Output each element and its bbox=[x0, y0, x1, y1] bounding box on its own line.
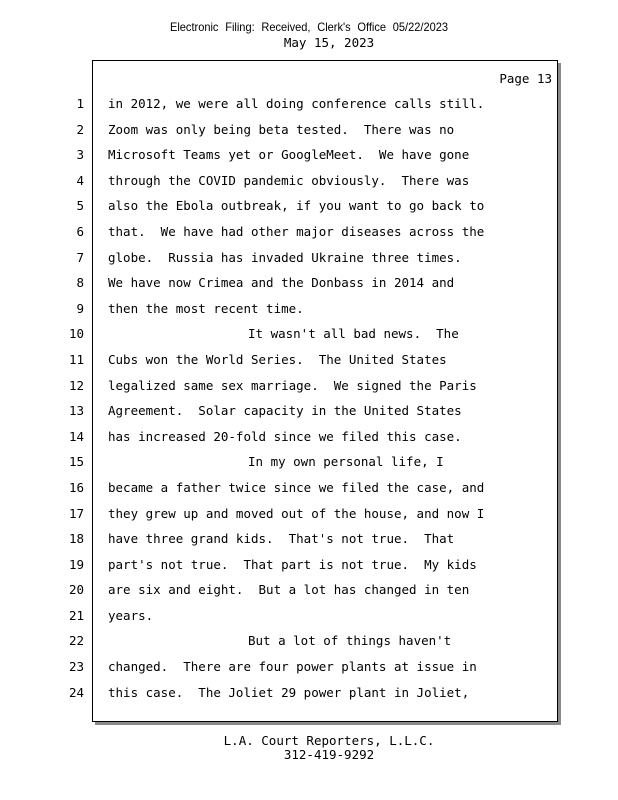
line-number: 12 bbox=[68, 377, 84, 393]
line-text: globe. Russia has invaded Ukraine three times. bbox=[108, 249, 462, 265]
transcript-line bbox=[0, 449, 618, 475]
line-text: part's not true. That part is not true. My kids bbox=[108, 556, 477, 572]
line-number: 8 bbox=[76, 275, 84, 291]
transcript-line bbox=[0, 117, 618, 143]
transcript-line bbox=[0, 219, 618, 245]
transcript-line bbox=[0, 475, 618, 501]
line-number: 6 bbox=[76, 223, 84, 239]
line-text: that. We have had other major diseases across the bbox=[108, 223, 485, 239]
line-text: But a lot of things haven't bbox=[248, 633, 452, 649]
transcript-line bbox=[0, 142, 618, 168]
line-number: 14 bbox=[68, 428, 84, 444]
line-text: has increased 20-fold since we filed this case. bbox=[108, 428, 462, 444]
line-number: 2 bbox=[76, 121, 84, 137]
line-number: 24 bbox=[68, 684, 84, 700]
transcript-line bbox=[0, 398, 618, 424]
transcript-line bbox=[0, 91, 618, 117]
filing-stamp: Electronic Filing: Received, Clerk's Office 05/22/2023 bbox=[169, 20, 449, 34]
transcript-line bbox=[0, 321, 618, 347]
line-number: 20 bbox=[68, 582, 84, 598]
line-text: Microsoft Teams yet or GoogleMeet. We have gone bbox=[108, 147, 470, 163]
transcript-line bbox=[0, 628, 618, 654]
transcript-line bbox=[0, 654, 618, 680]
line-text: then the most recent time. bbox=[108, 300, 304, 316]
transcript-line bbox=[0, 193, 618, 219]
transcript-line bbox=[0, 373, 618, 399]
line-text: are six and eight. But a lot has changed in ten bbox=[108, 582, 470, 598]
line-number: 10 bbox=[68, 326, 84, 342]
line-text: We have now Crimea and the Donbass in 2014 and bbox=[108, 275, 455, 291]
transcript-line bbox=[0, 501, 618, 527]
transcript-line bbox=[0, 680, 618, 706]
line-text: have three grand kids. That's not true. That bbox=[108, 531, 455, 547]
line-number: 4 bbox=[76, 172, 84, 188]
line-number: 16 bbox=[68, 479, 84, 495]
transcript-line bbox=[0, 245, 618, 271]
line-text: years. bbox=[108, 607, 154, 623]
line-text: became a father twice since we filed the case, and bbox=[108, 479, 485, 495]
line-number: 21 bbox=[68, 607, 84, 623]
transcript-line bbox=[0, 552, 618, 578]
transcript-lines bbox=[0, 91, 618, 705]
line-text: changed. There are four power plants at issue in bbox=[108, 659, 477, 675]
line-number: 15 bbox=[68, 454, 84, 470]
line-number: 23 bbox=[68, 659, 84, 675]
line-text: legalized same sex marriage. We signed the Paris bbox=[108, 377, 477, 393]
line-number: 7 bbox=[76, 249, 84, 265]
line-text: Agreement. Solar capacity in the United States bbox=[108, 403, 462, 419]
transcript-line bbox=[0, 424, 618, 450]
line-number: 11 bbox=[68, 351, 84, 367]
line-number: 18 bbox=[68, 531, 84, 547]
line-number: 1 bbox=[76, 96, 84, 111]
line-number: 13 bbox=[68, 403, 84, 419]
line-text: also the Ebola outbreak, if you want to go back to bbox=[108, 198, 485, 214]
line-text: Zoom was only being beta tested. There was no bbox=[108, 121, 455, 137]
line-text: In my own personal life, I bbox=[248, 454, 444, 470]
transcript-line bbox=[0, 603, 618, 629]
transcript-line bbox=[0, 577, 618, 603]
transcript-line bbox=[0, 168, 618, 194]
line-text: Cubs won the World Series. The United States bbox=[108, 351, 447, 367]
line-number: 9 bbox=[76, 300, 84, 316]
line-text: this case. The Joliet 29 power plant in Joliet, bbox=[108, 684, 470, 700]
line-number: 17 bbox=[68, 505, 84, 521]
line-number: 22 bbox=[68, 633, 84, 649]
line-text: they grew up and moved out of the house, and now I bbox=[108, 505, 485, 521]
line-text: through the COVID pandemic obviously. There was bbox=[108, 172, 470, 188]
line-number: 19 bbox=[68, 556, 84, 572]
reporter-company: L.A. Court Reporters, L.L.C. bbox=[223, 733, 435, 748]
transcript-date: May 15, 2023 bbox=[283, 35, 375, 50]
transcript-line bbox=[0, 526, 618, 552]
transcript-line bbox=[0, 347, 618, 373]
transcript-line bbox=[0, 296, 618, 322]
reporter-phone: 312-419-9292 bbox=[283, 747, 375, 762]
page-number: Page 13 bbox=[499, 71, 552, 86]
transcript-line bbox=[0, 270, 618, 296]
line-text: It wasn't all bad news. The bbox=[248, 326, 459, 342]
line-text: in 2012, we were all doing conference calls still. bbox=[108, 96, 485, 111]
line-number: 5 bbox=[76, 198, 84, 214]
line-number: 3 bbox=[76, 147, 84, 163]
